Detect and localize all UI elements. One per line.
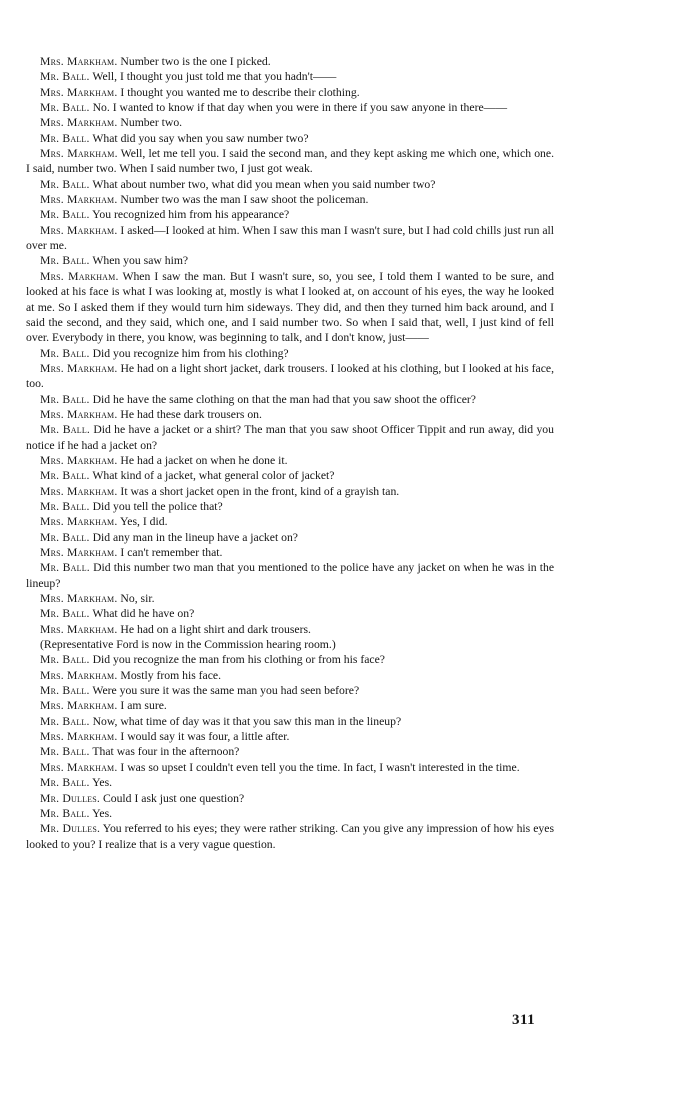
speech-text: Now, what time of day was it that you saw this man in the lineup? (92, 714, 402, 728)
testimony-paragraph (26, 668, 554, 683)
speech-text: Well, let me tell you. I said the second man, and they kept asking me which one, which one. I said, number two. When I said number two, I just got weak. (26, 147, 554, 176)
testimony-paragraph (26, 606, 554, 621)
testimony-paragraph (26, 346, 554, 361)
speaker-name: Mr. Ball. (40, 776, 90, 790)
testimony-paragraph (26, 530, 554, 545)
speech-text: Mostly from his face. (120, 668, 222, 682)
speaker-name: Mr. Ball. (40, 806, 90, 820)
speech-text: Yes. (92, 776, 113, 790)
hearing-note (26, 637, 554, 652)
speech-text: No. I wanted to know if that day when you were in there if you saw anyone in there—— (92, 101, 508, 115)
speech-text: When you saw him? (92, 254, 189, 268)
testimony-paragraph (26, 223, 554, 254)
speaker-name: Mrs. Markham. (40, 361, 118, 375)
speech-text: Did any man in the lineup have a jacket on? (92, 530, 298, 544)
speech-text: What kind of a jacket, what general color of jacket? (92, 469, 335, 483)
speaker-name: Mr. Ball. (40, 101, 90, 115)
speech-text: Yes, I did. (120, 515, 168, 529)
speaker-name: Mr. Ball. (40, 653, 90, 667)
speech-text: What about number two, what did you mean when you said number two? (92, 177, 436, 191)
testimony-paragraph (26, 714, 554, 729)
testimony-paragraph (26, 698, 554, 713)
speech-text: He had on a light shirt and dark trousers. (120, 622, 311, 636)
speaker-name: Mrs. Markham. (40, 546, 118, 559)
speaker-name: Mr. Ball. (40, 607, 90, 621)
speech-text: (Representative Ford is now in the Commission hearing room.) (40, 638, 336, 652)
testimony-paragraph (26, 177, 554, 192)
testimony-paragraph (26, 192, 554, 207)
speaker-name: Mrs. Markham. (40, 407, 118, 421)
speech-text: I would say it was four, a little after. (120, 730, 290, 744)
testimony-paragraph (26, 499, 554, 514)
speech-text: Were you sure it was the same man you had seen before? (92, 684, 360, 698)
speaker-name: Mr. Ball. (40, 131, 90, 145)
testimony-paragraph (26, 407, 554, 422)
testimony-paragraph (26, 821, 554, 852)
speaker-name: Mrs. Markham. (40, 85, 118, 99)
testimony-paragraph (26, 775, 554, 790)
testimony-paragraph (26, 791, 554, 806)
speaker-name: Mrs. Markham. (40, 193, 118, 207)
speaker-name: Mrs. Markham. (40, 223, 118, 237)
testimony-paragraph (26, 422, 554, 453)
speaker-name: Mrs. Markham. (40, 622, 118, 636)
speaker-name: Mr. Ball. (40, 208, 90, 222)
speaker-name: Mrs. Markham. (40, 484, 118, 498)
speaker-name: Mr. Ball. (40, 392, 90, 406)
testimony-paragraph (26, 115, 554, 130)
testimony-paragraph (26, 207, 554, 222)
testimony-paragraph (26, 468, 554, 483)
speaker-name: Mrs. Markham. (40, 760, 118, 774)
speaker-name: Mr. Ball. (40, 70, 90, 84)
testimony-paragraph (26, 146, 554, 177)
speaker-name: Mrs. Markham. (40, 592, 118, 606)
testimony-paragraph (26, 560, 554, 591)
speaker-name: Mr. Ball. (40, 499, 90, 513)
speech-text: He had these dark trousers on. (120, 407, 262, 421)
speech-text: Number two is the one I picked. (120, 55, 271, 68)
speaker-name: Mrs. Markham. (40, 730, 118, 744)
testimony-paragraph (26, 453, 554, 468)
speech-text: Number two was the man I saw shoot the policeman. (120, 193, 369, 207)
speaker-name: Mr. Dulles. (40, 822, 101, 836)
speech-text: No, sir. (120, 592, 155, 606)
testimony-paragraph (26, 683, 554, 698)
speech-text: That was four in the afternoon? (92, 745, 240, 759)
speaker-name: Mrs. Markham. (40, 668, 118, 682)
speech-text: I thought you wanted me to describe their clothing. (120, 85, 360, 99)
speech-text: It was a short jacket open in the front, kind of a grayish tan. (120, 484, 400, 498)
speaker-name: Mrs. Markham. (40, 515, 118, 529)
page-number: 311 (512, 1012, 536, 1028)
testimony-paragraph (26, 361, 554, 392)
speaker-name: Mrs. Markham. (40, 55, 118, 68)
testimony-paragraph (26, 392, 554, 407)
testimony-paragraph (26, 85, 554, 100)
speech-text: I asked—I looked at him. When I saw this man I wasn't sure, but I had cold chills just run all over me. (26, 223, 555, 253)
speech-text: He had a jacket on when he done it. (120, 453, 288, 467)
speaker-name: Mr. Ball. (40, 469, 90, 483)
testimony-paragraph (26, 652, 554, 667)
speech-text: What did he have on? (92, 607, 195, 621)
speech-text: Could I ask just one question? (102, 791, 245, 805)
testimony-paragraph (26, 69, 554, 84)
testimony-paragraph (26, 253, 554, 268)
testimony-paragraph (26, 622, 554, 637)
testimony-paragraph (26, 269, 554, 346)
testimony-paragraph (26, 100, 554, 115)
testimony-paragraph (26, 729, 554, 744)
speaker-name: Mr. Ball. (40, 177, 90, 191)
speech-text: Did he have the same clothing on that the man had that you saw shoot the officer? (92, 392, 476, 406)
testimony-paragraph (26, 545, 554, 560)
testimony-paragraph (26, 806, 554, 821)
speech-text: Did you tell the police that? (92, 499, 223, 513)
speech-text: He had on a light short jacket, dark trousers. I looked at his clothing, but I looked at his face, too. (26, 361, 554, 391)
speaker-name: Mr. Ball. (40, 254, 90, 268)
speaker-name: Mr. Ball. (40, 684, 90, 698)
testimony-paragraph (26, 760, 554, 775)
testimony-paragraph (26, 591, 554, 606)
speech-text: You referred to his eyes; they were rather striking. Can you give any impression of how his eyes looked to you? I realize that is a very vague question. (26, 822, 554, 851)
speech-text: I can't remember that. (120, 546, 223, 559)
speech-text: Number two. (120, 116, 183, 130)
testimony-paragraph (26, 484, 554, 499)
speaker-name: Mrs. Markham. (40, 453, 118, 467)
speech-text: What did you say when you saw number two? (92, 131, 309, 145)
speaker-name: Mrs. Markham. (40, 269, 119, 283)
speech-text: I am sure. (120, 699, 167, 713)
speaker-name: Mrs. Markham. (40, 147, 118, 161)
testimony-paragraph (26, 514, 554, 529)
speech-text: Yes. (92, 806, 113, 820)
speech-text: Did he have a jacket or a shirt? The man that you saw shoot Officer Tippit and run away, did you notice if he had a jacket on? (26, 423, 554, 452)
speech-text: Did you recognize him from his clothing? (92, 346, 289, 360)
speaker-name: Mr. Ball. (40, 745, 90, 759)
speaker-name: Mr. Ball. (40, 714, 90, 728)
speech-text: When I saw the man. But I wasn't sure, so, you see, I told them I wanted to be sure, and looked at his face is what I was looking at, mostly is what I looked at, on account of his eyes, the way he looked at me. So I asked them if they would turn him sideways. They did, and then they turned him back around, and I said the second, and they said, which one, and I said number two. So when I said that, well, I just kind of fell over. Everybody in there, you know, was beginning to talk, and I don't know, just—— (26, 269, 554, 345)
speaker-name: Mr. Ball. (40, 346, 90, 360)
speaker-name: Mrs. Markham. (40, 116, 118, 130)
speech-text: Did this number two man that you mentioned to the police have any jacket on when he was in the lineup? (26, 561, 555, 590)
speaker-name: Mr. Ball. (40, 561, 90, 575)
speech-text: I was so upset I couldn't even tell you the time. In fact, I wasn't interested in the time. (120, 760, 520, 774)
testimony-paragraph (26, 131, 554, 146)
speaker-name: Mr. Ball. (40, 423, 91, 437)
speech-text: Did you recognize the man from his clothing or from his face? (92, 653, 385, 667)
testimony-paragraph (26, 54, 554, 69)
speech-text: Well, I thought you just told me that you hadn't—— (92, 70, 337, 84)
testimony-paragraph (26, 744, 554, 759)
speech-text: You recognized him from his appearance? (92, 208, 290, 222)
testimony-transcript (26, 54, 554, 852)
speaker-name: Mrs. Markham. (40, 699, 118, 713)
speaker-name: Mr. Ball. (40, 530, 90, 544)
speaker-name: Mr. Dulles. (40, 791, 101, 805)
